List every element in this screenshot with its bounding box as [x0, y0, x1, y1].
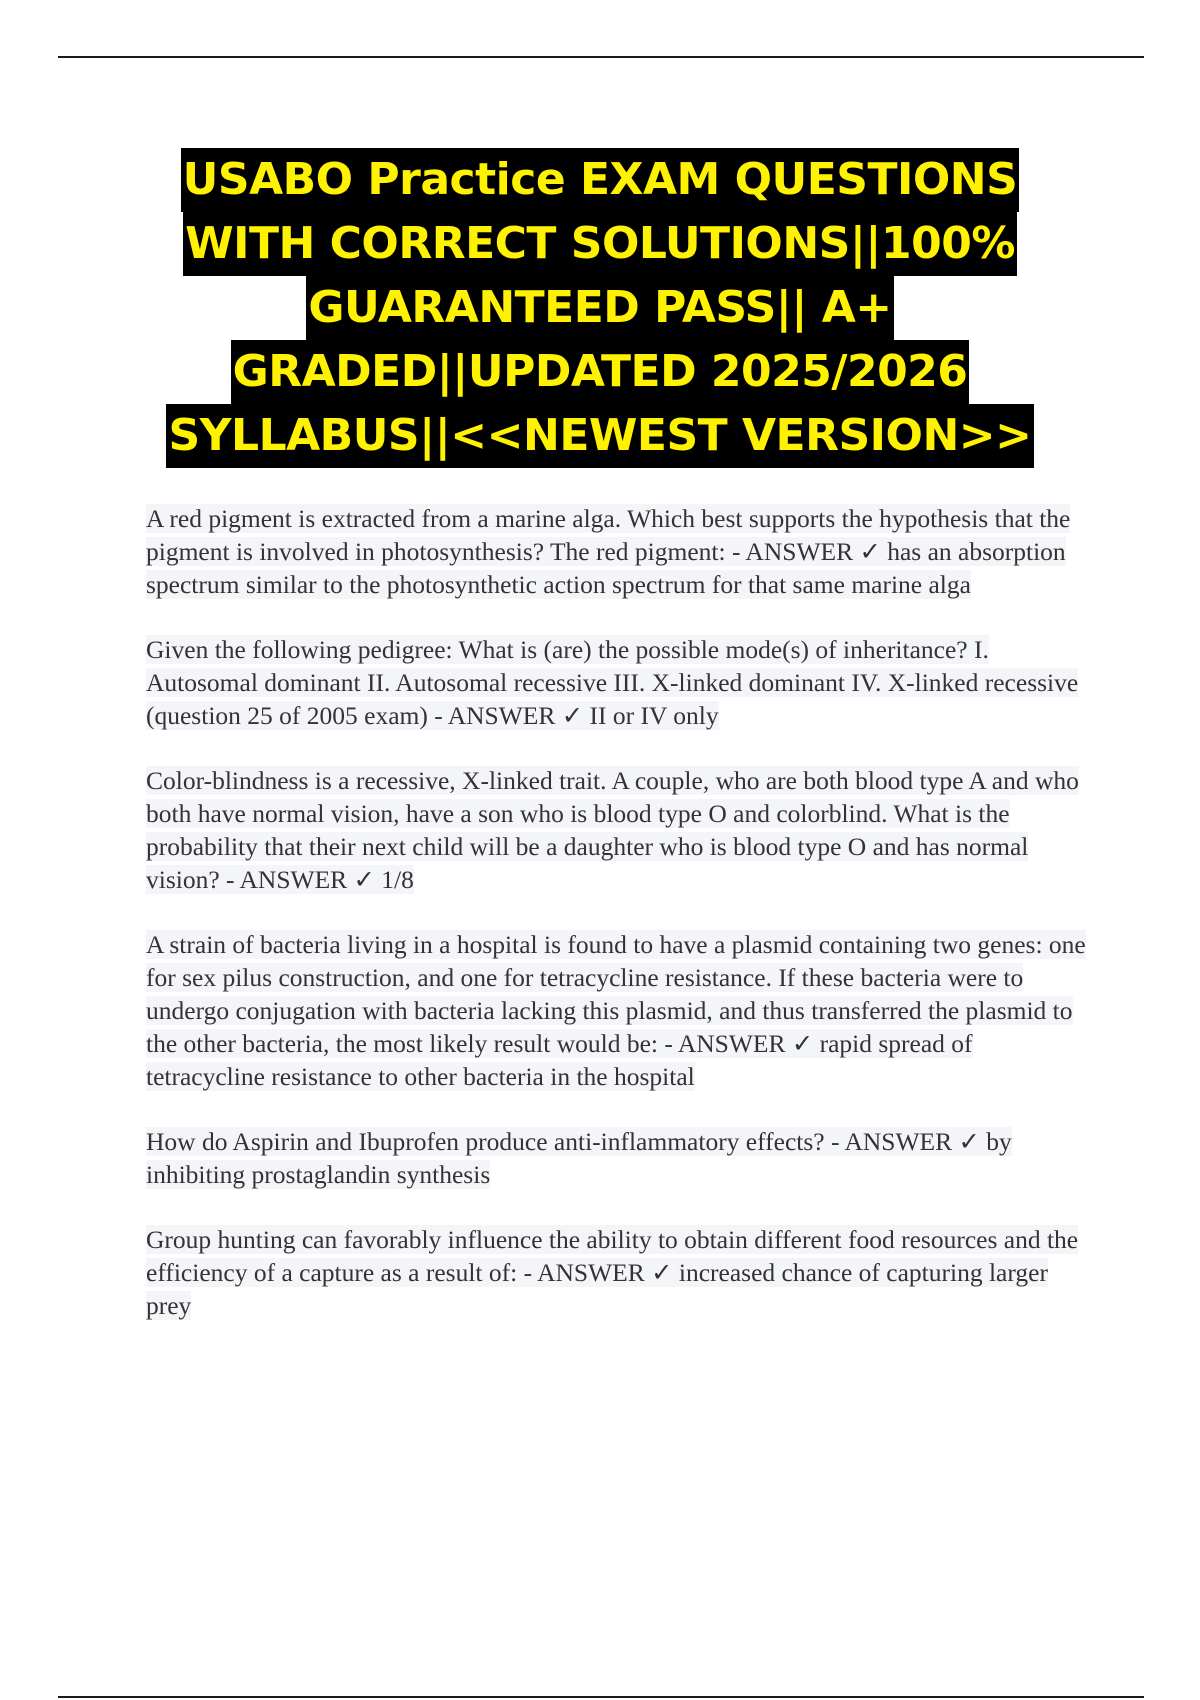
question-text: Group hunting can favorably influence the ability to obtain different food resources and the efficiency of a capture as a result of: [146, 1225, 1079, 1287]
title-line: SYLLABUS||<<NEWEST VERSION>> [166, 404, 1033, 468]
answer-text: II or IV only [589, 701, 719, 730]
qa-list [146, 502, 1096, 1354]
question-text: A strain of bacteria living in a hospital is found to have a plasmid containing two genes: one for sex pilus construction, and one for tetracycline resistance. If these bacteria were to undergo conjugation with bacteria lacking this plasmid, and thus transferred the plasmid to the other bacteria, the most likely result would be: [146, 930, 1086, 1058]
footer-rule [58, 1696, 1144, 1698]
answer-marker: - ANSWER ✓ [824, 1127, 987, 1156]
title-line: GRADED||UPDATED 2025/2026 [231, 340, 970, 404]
qa-item [146, 1223, 1096, 1322]
title-line: GUARANTEED PASS|| A+ [306, 276, 893, 340]
question-text: A red pigment is extracted from a marine alga. Which best supports the hypothesis that the pigment is involved in photosynthesis? The red pigment: [146, 504, 1071, 566]
answer-text: rapid spread of tetracycline resistance to other bacteria in the hospital [146, 1029, 973, 1091]
answer-text: by inhibiting prostaglandin synthesis [146, 1127, 1012, 1189]
question-text: How do Aspirin and Ibuprofen produce anti-inflammatory effects? [146, 1127, 825, 1156]
answer-marker: - ANSWER ✓ [427, 701, 590, 730]
title-line: WITH CORRECT SOLUTIONS||100% [183, 212, 1017, 276]
qa-item [146, 764, 1096, 896]
answer-marker: - ANSWER ✓ [219, 865, 382, 894]
qa-item [146, 1125, 1096, 1191]
document-title [150, 148, 1050, 468]
answer-marker: - ANSWER ✓ [725, 537, 888, 566]
header-rule [58, 56, 1144, 58]
answer-marker: - ANSWER ✓ [517, 1258, 679, 1287]
qa-item [146, 633, 1096, 732]
answer-marker: - ANSWER ✓ [657, 1029, 820, 1058]
title-line: USABO Practice EXAM QUESTIONS [181, 148, 1020, 212]
question-text: Given the following pedigree: What is (are) the possible mode(s) of inheritance? I. Autosomal dominant II. Autosomal recessive III. X-linked dominant IV. X-linked recessive (question 25 of 2005 exam) [146, 635, 1079, 730]
qa-item [146, 928, 1096, 1093]
answer-text: 1/8 [381, 865, 414, 894]
answer-text: has an absorption spectrum similar to the photosynthetic action spectrum for that same marine alga [146, 537, 1066, 599]
question-text: Color-blindness is a recessive, X-linked trait. A couple, who are both blood type A and who both have normal vision, have a son who is blood type O and colorblind. What is the probability that their next child will be a daughter who is blood type O and has normal vision? [146, 766, 1079, 894]
answer-text: increased chance of capturing larger prey [146, 1258, 1048, 1320]
qa-item [146, 502, 1096, 601]
